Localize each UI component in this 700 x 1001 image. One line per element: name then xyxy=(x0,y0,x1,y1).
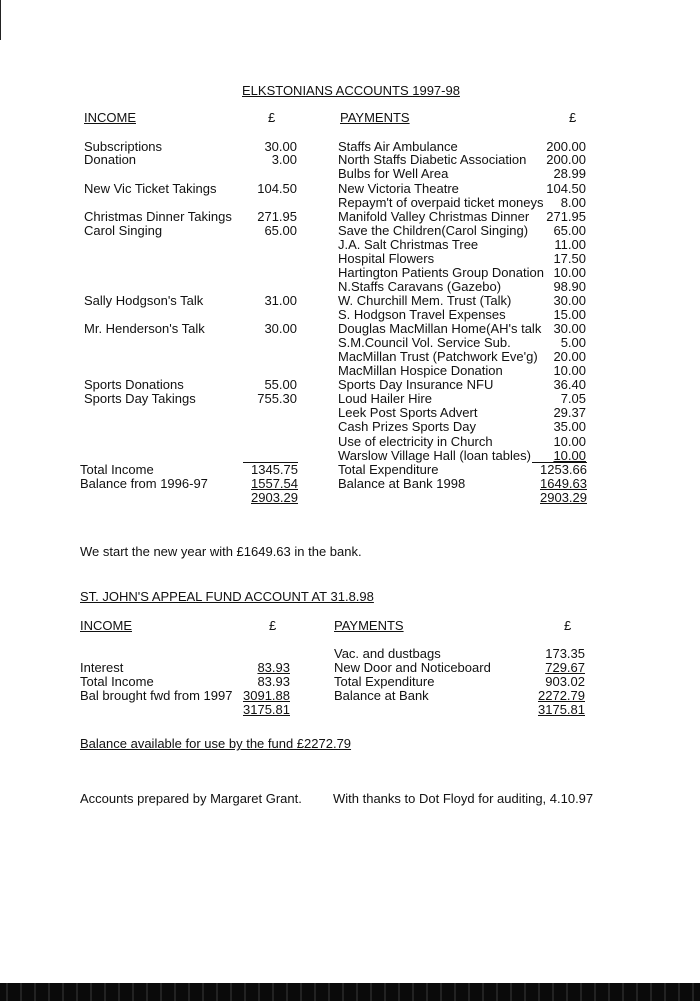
appeal-income-label: Bal brought fwd from 1997 xyxy=(80,688,233,703)
payment-label: Manifold Valley Christmas Dinner xyxy=(338,209,530,224)
payment-amount: 28.99 xyxy=(553,166,586,181)
appeal-income-amount: 3091.88 xyxy=(243,688,290,703)
income-label: Sports Donations xyxy=(84,377,184,392)
payment-amount: 10.00 xyxy=(553,363,586,378)
total-income-amount: 1345.75 xyxy=(243,462,298,477)
scan-edge-mark xyxy=(0,0,1,40)
income-currency: £ xyxy=(268,110,276,125)
income-amount: 30.00 xyxy=(264,139,297,154)
balance-bank-amount: 1649.63 xyxy=(540,476,587,491)
income-amount: 755.30 xyxy=(257,391,297,406)
appeal-income-label: Total Income xyxy=(80,674,154,689)
payment-label: Bulbs for Well Area xyxy=(338,166,449,181)
appeal-payment-label: Vac. and dustbags xyxy=(334,646,441,661)
payment-amount: 17.50 xyxy=(553,251,586,266)
payment-amount: 5.00 xyxy=(560,335,586,350)
payment-amount: 30.00 xyxy=(553,293,586,308)
income-amount: 55.00 xyxy=(264,377,297,392)
payment-amount: 36.40 xyxy=(553,377,586,392)
payment-label: W. Churchill Mem. Trust (Talk) xyxy=(338,293,512,308)
auditing-thanks: With thanks to Dot Floyd for auditing, 4.10.97 xyxy=(333,791,594,806)
appeal-payments-currency: £ xyxy=(564,618,572,633)
payment-amount: 200.00 xyxy=(546,139,586,154)
income-label: Donation xyxy=(84,152,137,167)
income-label: Carol Singing xyxy=(84,223,163,238)
year-start-note: We start the new year with £1649.63 in the bank. xyxy=(80,544,362,559)
appeal-income-total: 3175.81 xyxy=(243,702,290,717)
payment-label: J.A. Salt Christmas Tree xyxy=(338,237,479,252)
appeal-balance-note: Balance available for use by the fund £2272.79 xyxy=(80,736,352,751)
income-amount: 3.00 xyxy=(271,152,297,167)
payment-label: North Staffs Diabetic Association xyxy=(338,152,527,167)
income-header: INCOME xyxy=(84,110,136,125)
payment-amount: 15.00 xyxy=(553,307,586,322)
total-expenditure-label: Total Expenditure xyxy=(338,462,439,477)
balance-bank-label: Balance at Bank 1998 xyxy=(338,476,466,491)
appeal-payment-amount: 173.35 xyxy=(545,646,585,661)
payment-amount: 98.90 xyxy=(553,279,586,294)
payment-label: New Victoria Theatre xyxy=(338,181,459,196)
payment-label: MacMillan Hospice Donation xyxy=(338,363,503,378)
payment-amount: 30.00 xyxy=(553,321,586,336)
prepared-by: Accounts prepared by Margaret Grant. xyxy=(80,791,302,806)
payment-amount: 8.00 xyxy=(560,195,586,210)
payments-header: PAYMENTS xyxy=(340,110,410,125)
payment-amount: 7.05 xyxy=(560,391,586,406)
income-label: Sally Hodgson's Talk xyxy=(84,293,204,308)
payment-amount: 271.95 xyxy=(546,209,586,224)
payment-label: Warslow Village Hall (loan tables) xyxy=(338,448,531,463)
payment-amount: 10.00 xyxy=(553,265,586,280)
income-amount: 30.00 xyxy=(264,321,297,336)
income-amount: 31.00 xyxy=(264,293,297,308)
payment-label: Douglas MacMillan Home(AH's talk xyxy=(338,321,542,336)
income-amount: 65.00 xyxy=(264,223,297,238)
payment-amount: 10.00 xyxy=(553,434,586,449)
balance-from-label: Balance from 1996-97 xyxy=(80,476,208,491)
payment-label: Save the Children(Carol Singing) xyxy=(338,223,529,238)
income-label: Christmas Dinner Takings xyxy=(84,209,232,224)
appeal-payment-label: Balance at Bank xyxy=(334,688,429,703)
payment-label: Loud Hailer Hire xyxy=(338,391,432,406)
appeal-payment-label: Total Expenditure xyxy=(334,674,435,689)
appeal-payments-total: 3175.81 xyxy=(538,702,585,717)
appeal-income-header: INCOME xyxy=(80,618,132,633)
total-income-label: Total Income xyxy=(80,462,154,477)
income-label: Mr. Henderson's Talk xyxy=(84,321,205,336)
income-label: Sports Day Takings xyxy=(84,391,196,406)
scan-bottom-edge xyxy=(0,983,700,1001)
income-amount: 104.50 xyxy=(257,181,297,196)
payment-label: Use of electricity in Church xyxy=(338,434,493,449)
payment-label: S. Hodgson Travel Expenses xyxy=(338,307,506,322)
payment-label: N.Staffs Caravans (Gazebo) xyxy=(338,279,502,294)
payment-amount: 104.50 xyxy=(546,181,586,196)
income-amount: 271.95 xyxy=(257,209,297,224)
payment-label: Staffs Air Ambulance xyxy=(338,139,458,154)
payments-grand-total: 2903.29 xyxy=(540,490,587,505)
payment-label: Repaym't of overpaid ticket moneys xyxy=(338,195,544,210)
payment-amount: 10.00 xyxy=(553,448,586,463)
payment-amount: 29.37 xyxy=(553,405,586,420)
appeal-income-amount: 83.93 xyxy=(257,660,290,675)
income-label: New Vic Ticket Takings xyxy=(84,181,217,196)
payment-label: Cash Prizes Sports Day xyxy=(338,419,476,434)
payment-label: Hartington Patients Group Donation xyxy=(338,265,544,280)
payment-label: Sports Day Insurance NFU xyxy=(338,377,494,392)
appeal-payment-label: New Door and Noticeboard xyxy=(334,660,491,675)
appeal-income-label: Interest xyxy=(80,660,124,675)
income-label: Subscriptions xyxy=(84,139,163,154)
payment-label: S.M.Council Vol. Service Sub. xyxy=(338,335,511,350)
payment-amount: 20.00 xyxy=(553,349,586,364)
appeal-payment-amount: 903.02 xyxy=(545,674,585,689)
page-title: ELKSTONIANS ACCOUNTS 1997-98 xyxy=(242,83,460,98)
appeal-income-currency: £ xyxy=(269,618,277,633)
payment-label: Hospital Flowers xyxy=(338,251,435,266)
payment-amount: 65.00 xyxy=(553,223,586,238)
appeal-income-amount: 83.93 xyxy=(257,674,290,689)
appeal-payment-amount: 2272.79 xyxy=(538,688,585,703)
appeal-payment-amount: 729.67 xyxy=(545,660,585,675)
payment-amount: 200.00 xyxy=(546,152,586,167)
appeal-fund-title: ST. JOHN'S APPEAL FUND ACCOUNT AT 31.8.98 xyxy=(80,589,374,604)
income-grand-total: 2903.29 xyxy=(251,490,298,505)
appeal-payments-header: PAYMENTS xyxy=(334,618,404,633)
payment-label: Leek Post Sports Advert xyxy=(338,405,478,420)
payment-amount: 35.00 xyxy=(553,419,586,434)
payment-amount: 11.00 xyxy=(554,237,586,252)
balance-from-amount: 1557.54 xyxy=(251,476,298,491)
total-expenditure-amount: 1253.66 xyxy=(532,462,587,477)
payments-currency: £ xyxy=(569,110,577,125)
payment-label: MacMillan Trust (Patchwork Eve'g) xyxy=(338,349,538,364)
